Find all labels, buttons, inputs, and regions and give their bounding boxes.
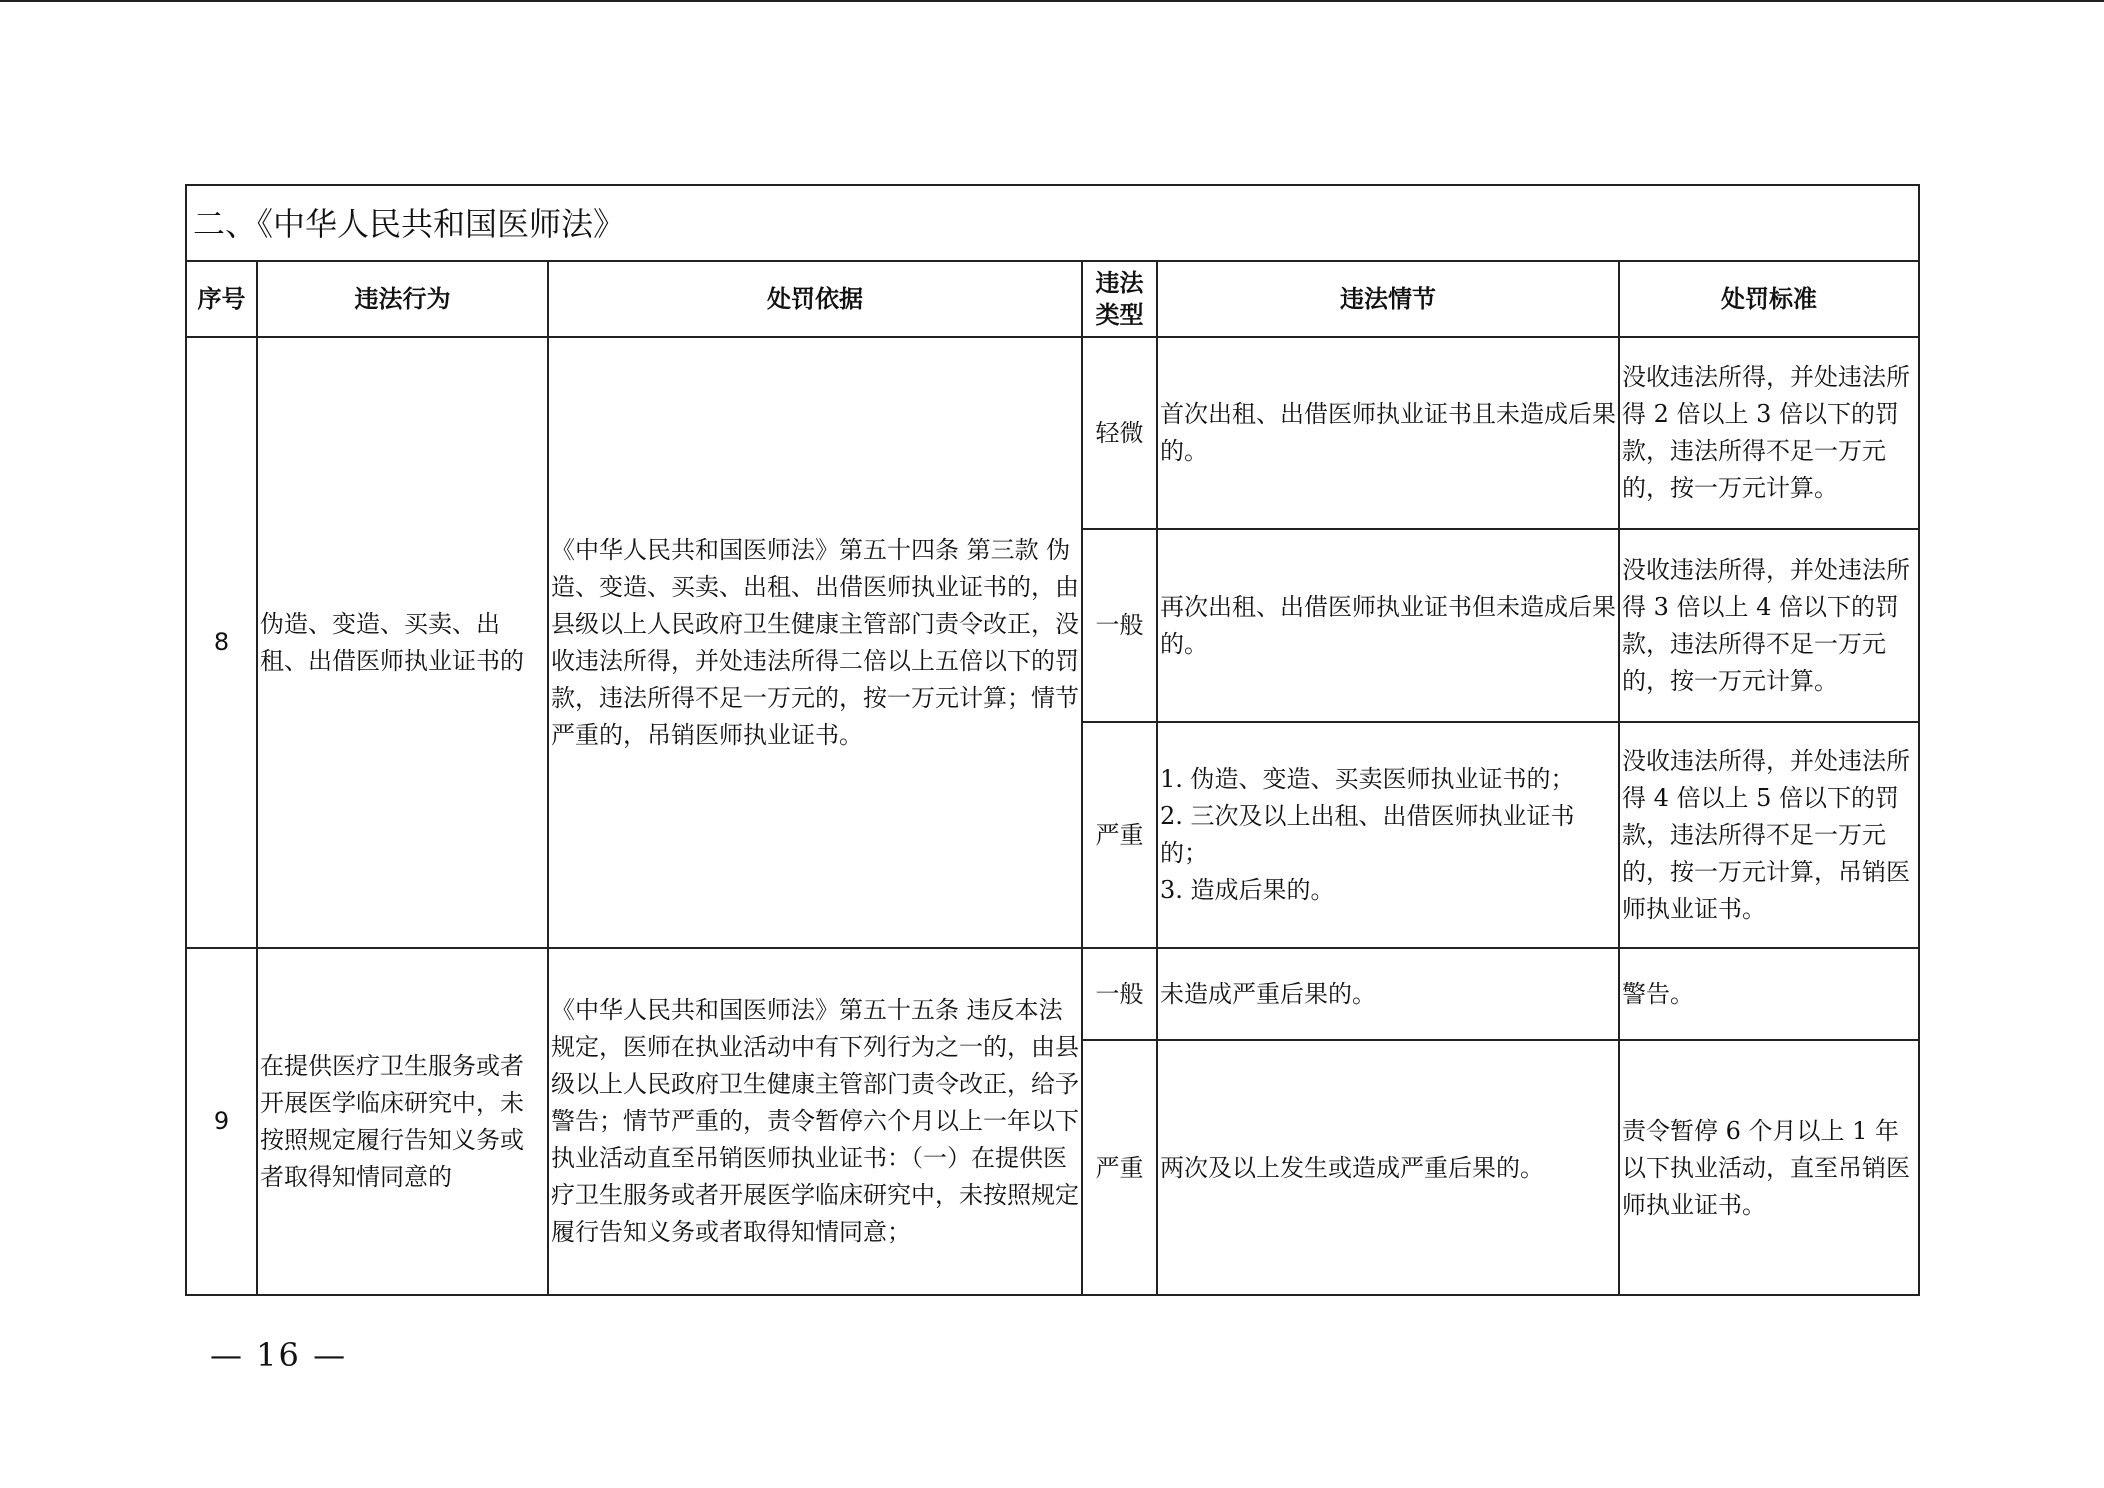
violation-circumstance (1157, 722, 1619, 948)
header-penalty-basis: 处罚依据 (548, 262, 1082, 337)
violation-type: 一般 (1082, 948, 1157, 1040)
penalty-standard: 没收违法所得，并处违法所得 4 倍以上 5 倍以下的罚款，违法所得不足一万元的，按一万元计算，吊销医师执业证书。 (1619, 722, 1918, 948)
violation-circumstance: 未造成严重后果的。 (1157, 948, 1619, 1040)
violation-behavior: 伪造、变造、买卖、出租、出借医师执业证书的 (257, 337, 548, 948)
serial-number: 8 (187, 337, 257, 948)
violation-type: 严重 (1082, 1040, 1157, 1295)
header-violation-type: 违法类型 (1082, 262, 1157, 337)
violation-circumstance: 再次出租、出借医师执业证书但未造成后果的。 (1157, 529, 1619, 722)
penalty-basis: 《中华人民共和国医师法》第五十四条 第三款 伪造、变造、买卖、出租、出借医师执业证书的，由县级以上人民政府卫生健康主管部门责令改正，没收违法所得，并处违法所得二倍以上五倍以下的罚款，违法所得不足一万元的，按一万元计算；情节严重的，吊销医师执业证书。 (548, 337, 1082, 948)
circumstance-line: 3. 造成后果的。 (1160, 876, 1335, 904)
violation-behavior: 在提供医疗卫生服务或者开展医学临床研究中，未按照规定履行告知义务或者取得知情同意的 (257, 948, 548, 1295)
violation-circumstance: 首次出租、出借医师执业证书且未造成后果的。 (1157, 337, 1619, 529)
violation-type: 严重 (1082, 722, 1157, 948)
serial-number: 9 (187, 948, 257, 1295)
header-serial-number: 序号 (187, 262, 257, 337)
table-row (187, 948, 1918, 1040)
violation-type: 一般 (1082, 529, 1157, 722)
penalty-standard: 没收违法所得，并处违法所得 3 倍以上 4 倍以下的罚款，违法所得不足一万元的，按一万元计算。 (1619, 529, 1918, 722)
table-row (187, 337, 1918, 529)
header-row (187, 262, 1918, 337)
section-title: 二、《中华人民共和国医师法》 (187, 186, 1918, 262)
circumstance-line: 2. 三次及以上出租、出借医师执业证书的； (1160, 802, 1575, 867)
violation-circumstance: 两次及以上发生或造成严重后果的。 (1157, 1040, 1619, 1295)
page-number: — 16 — (210, 1336, 348, 1374)
header-penalty-standard: 处罚标准 (1619, 262, 1918, 337)
penalty-basis: 《中华人民共和国医师法》第五十五条 违反本法规定，医师在执业活动中有下列行为之一的，由县级以上人民政府卫生健康主管部门责令改正，给予警告；情节严重的，责令暂停六个月以上一年以下执业活动直至吊销医师执业证书：（一）在提供医疗卫生服务或者开展医学临床研究中，未按照规定履行告知义务或者取得知情同意； (548, 948, 1082, 1295)
top-border-line (0, 0, 2104, 2)
penalty-standard: 没收违法所得，并处违法所得 2 倍以上 3 倍以下的罚款，违法所得不足一万元的，按一万元计算。 (1619, 337, 1918, 529)
header-violation-behavior: 违法行为 (257, 262, 548, 337)
circumstance-line: 1. 伪造、变造、买卖医师执业证书的； (1160, 765, 1575, 793)
header-violation-circumstance: 违法情节 (1157, 262, 1619, 337)
penalty-standards-table (187, 262, 1918, 1296)
penalty-table-sheet (185, 184, 1920, 1296)
violation-type: 轻微 (1082, 337, 1157, 529)
penalty-standard: 责令暂停 6 个月以上 1 年以下执业活动，直至吊销医师执业证书。 (1619, 1040, 1918, 1295)
penalty-standard: 警告。 (1619, 948, 1918, 1040)
